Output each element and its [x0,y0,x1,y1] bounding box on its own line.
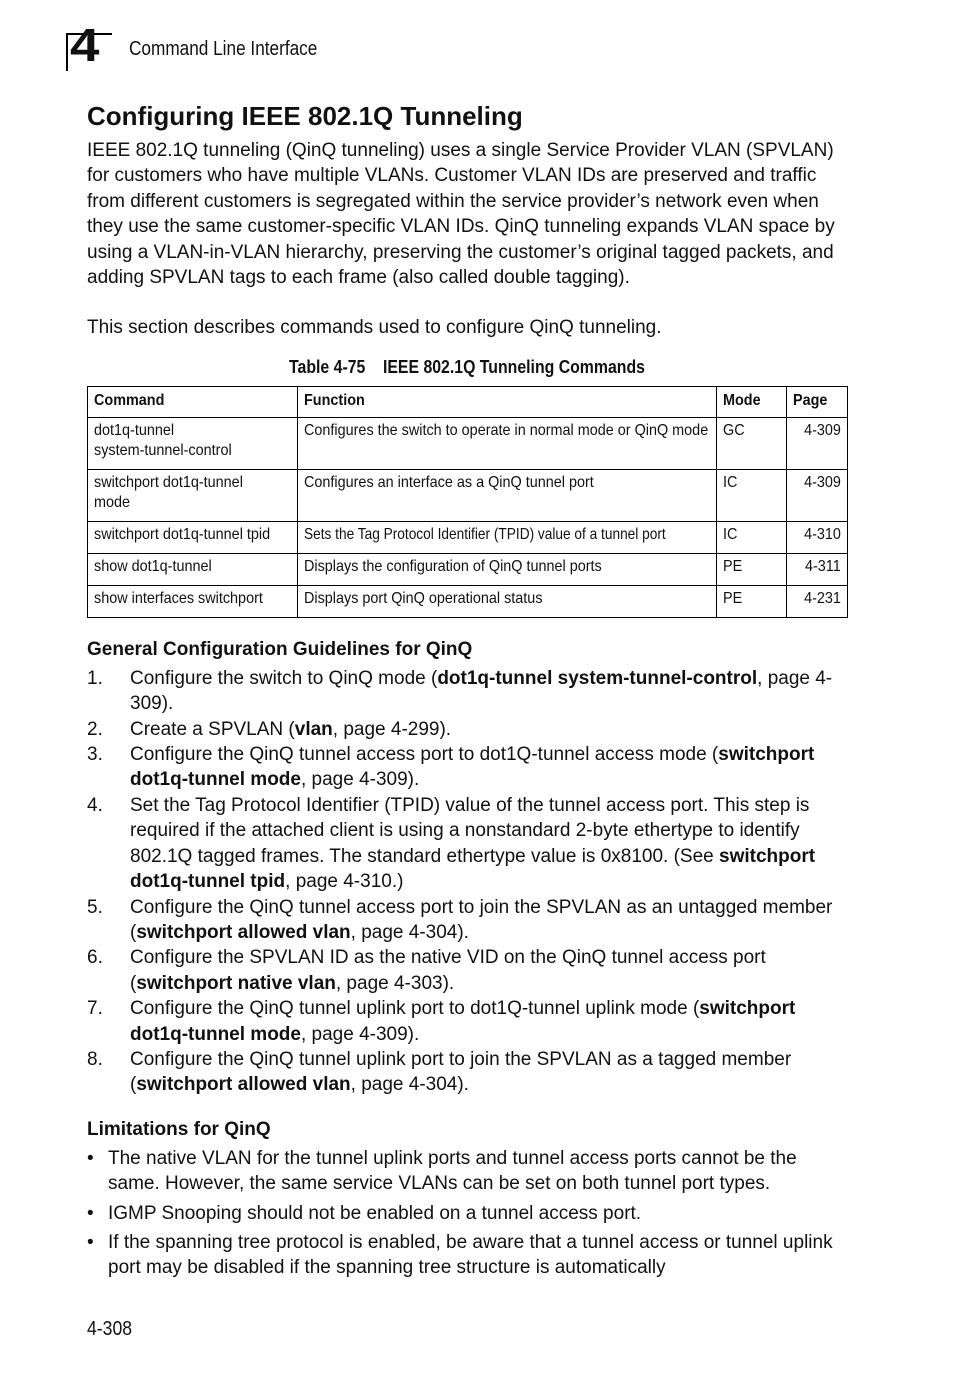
bullet-icon: • [87,1202,94,1224]
list-item: • The native VLAN for the tunnel uplink ports and tunnel access ports cannot be the same. However, the same service VLANs can be set on both tunnel port types. [87,1147,797,1195]
cell-page: 4-309 [787,417,848,469]
page-content [87,100,847,1285]
table-row [88,585,848,617]
list-item: 4. Set the Tag Protocol Identifier (TPID) value of the tunnel access port. This step is required if the attached client is using a nonstandard 2-byte ethertype to identify 802.1Q tagged frames. The standard ethertype value is 0x8100. (See switchport dot1q-tunnel tpid, page 4-310.) [87,794,816,893]
cell-command: show interfaces switchport [88,585,298,617]
header-function: Function [298,386,717,417]
header-command: Command [88,386,298,417]
cell-function: Displays the configuration of QinQ tunnel ports [298,553,717,585]
list-item: • If the spanning tree protocol is enabled, be aware that a tunnel access or tunnel uplink port may be disabled if the spanning tree structure is automatically [87,1231,833,1279]
table-caption [133,357,802,378]
cell-function: Configures the switch to operate in normal mode or QinQ mode [298,417,717,469]
cell-command: dot1q-tunnel system-tunnel-control [88,417,298,469]
cell-page: 4-311 [787,553,848,585]
list-item: 3. Configure the QinQ tunnel access port to dot1Q-tunnel access mode (switchport dot1q-tunnel mode, page 4-309). [87,744,815,791]
description-paragraph: This section describes commands used to configure QinQ tunneling. [87,317,662,339]
list-item: 2. Create a SPVLAN (vlan, page 4-299). [87,718,452,740]
table-row [88,417,848,469]
cell-command: switchport dot1q-tunnel mode [88,469,298,521]
cell-mode: GC [717,417,787,469]
intro-paragraph: IEEE 802.1Q tunneling (QinQ tunneling) uses a single Service Provider VLAN (SPVLAN) for customers who have multiple VLANs. Customer VLAN IDs are preserved and traffic from different customers is segregated within the service provider’s network even when they use the same customer-specific VLAN IDs. QinQ tunneling expands VLAN space by using a VLAN-in-VLAN hierarchy, preserving the customer’s original tagged packets, and adding SPVLAN tags to each frame (also called double tagging). [87,140,835,289]
cell-function: Configures an interface as a QinQ tunnel port [298,469,717,521]
list-item: 7. Configure the QinQ tunnel uplink port to dot1Q-tunnel uplink mode (switchport dot1q-tunnel mode, page 4-309). [87,998,796,1045]
cell-page: 4-231 [787,585,848,617]
cell-command: show dot1q-tunnel [88,553,298,585]
list-item: • IGMP Snooping should not be enabled on a tunnel access port. [87,1201,847,1226]
limitations-list [87,1146,847,1281]
table-header-row [88,386,848,417]
cell-command: switchport dot1q-tunnel tpid [88,521,298,553]
chapter-number: 4 [70,19,100,71]
header-mode: Mode [717,386,787,417]
cell-mode: IC [717,521,787,553]
table-row [88,521,848,553]
table-row [88,553,848,585]
section-title: Configuring IEEE 802.1Q Tunneling [87,101,523,131]
guidelines-heading: General Configuration Guidelines for QinQ [87,638,473,660]
list-item: 6. Configure the SPVLAN ID as the native VID on the QinQ tunnel access port (switchport native vlan, page 4-303). [87,947,766,994]
cell-mode: PE [717,553,787,585]
table-caption-number: Table 4-75 [289,356,366,377]
bullet-icon: • [87,1147,94,1169]
list-item: 5. Configure the QinQ tunnel access port to join the SPVLAN as an untagged member (switchport allowed vlan, page 4-304). [87,896,833,943]
cell-page: 4-309 [787,469,848,521]
page-number: 4-308 [87,1318,133,1340]
cell-mode: PE [717,585,787,617]
list-item: 1. Configure the switch to QinQ mode (dot1q-tunnel system-tunnel-control, page 4-309). [87,667,833,715]
running-head: Command Line Interface [129,38,318,60]
list-item: 8. Configure the QinQ tunnel uplink port to join the SPVLAN as a tagged member (switchport allowed vlan, page 4-304). [87,1048,792,1096]
cell-function: Displays port QinQ operational status [298,585,717,617]
bullet-icon: • [87,1231,94,1253]
cell-mode: IC [717,469,787,521]
header-page: Page [787,386,848,417]
cell-function: Sets the Tag Protocol Identifier (TPID) value of a tunnel port [298,521,717,553]
commands-table [87,386,848,618]
table-row [88,469,848,521]
table-caption-title: IEEE 802.1Q Tunneling Commands [382,356,645,377]
cell-page: 4-310 [787,521,848,553]
limitations-heading: Limitations for QinQ [87,1118,271,1140]
guidelines-list [87,666,847,1098]
